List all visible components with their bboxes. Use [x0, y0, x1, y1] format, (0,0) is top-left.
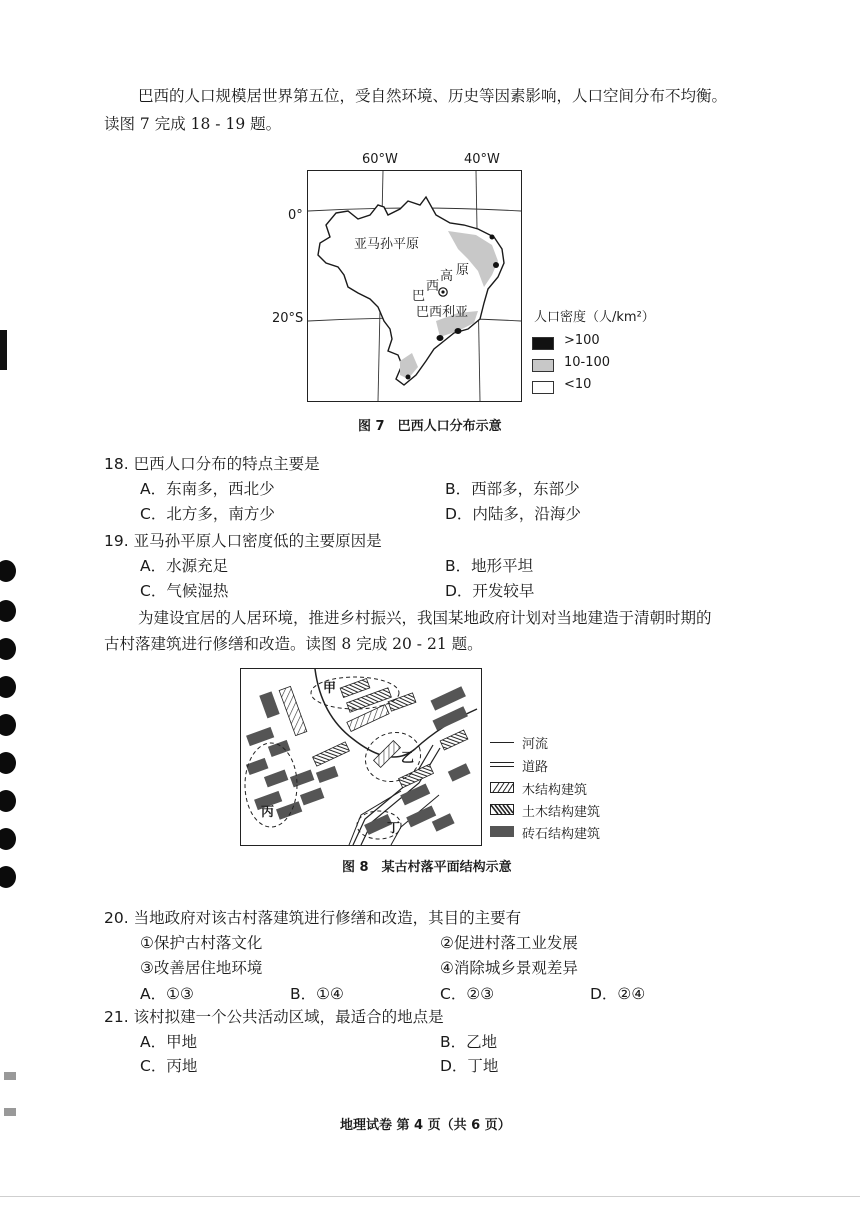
- legend-swatch-high: [532, 337, 554, 350]
- label-yuan: 原: [456, 263, 470, 278]
- legend-wood-swatch: [490, 782, 514, 793]
- legend-river-label: 河流: [522, 737, 549, 752]
- q20-statement-2: ②促进村落工业发展: [440, 934, 578, 952]
- intro-line-1: 巴西的人口规模居世界第五位，受自然环境、历史等因素影响，人口空间分布不均衡。: [138, 87, 728, 105]
- legend-label-high: >100: [564, 333, 600, 348]
- label-bing: 丙: [261, 805, 275, 820]
- legend-swatch-mid: [532, 359, 554, 372]
- lon-label-60w: 60°W: [362, 152, 398, 167]
- q19-option-c[interactable]: C．气候湿热: [140, 582, 229, 600]
- label-brasilia: 巴西利亚: [416, 305, 469, 320]
- q20-option-c[interactable]: C．②③: [440, 985, 495, 1003]
- q19-stem: 19. 亚马孙平原人口密度低的主要原因是: [104, 532, 382, 550]
- legend-road-symbol: [490, 762, 514, 767]
- village-map-frame: [240, 668, 482, 846]
- label-ba: 巴: [412, 289, 426, 304]
- figure-8-caption: 图 8 某古村落平面结构示意: [342, 860, 512, 875]
- q20-statement-1: ①保护古村落文化: [140, 934, 263, 952]
- legend-brick-label: 砖石结构建筑: [522, 827, 601, 842]
- q20-option-b[interactable]: B．①④: [290, 985, 344, 1003]
- q19-option-d[interactable]: D．开发较早: [445, 582, 535, 600]
- label-ding: 丁: [387, 821, 401, 836]
- q19-option-a[interactable]: A．水源充足: [140, 557, 229, 575]
- legend-brick-swatch: [490, 826, 514, 837]
- label-xi: 西: [426, 279, 440, 294]
- intro2-line-2: 古村落建筑进行修缮和改造。读图 8 完成 20 - 21 题。: [104, 635, 483, 653]
- q20-option-d[interactable]: D．②④: [590, 985, 646, 1003]
- legend-river-symbol: [490, 742, 514, 743]
- legend-title: 人口密度（人/km²）: [534, 310, 655, 325]
- q20-statement-4: ④消除城乡景观差异: [440, 959, 578, 977]
- q18-option-a[interactable]: A．东南多，西北少: [140, 480, 275, 498]
- legend-earthwood-label: 土木结构建筑: [522, 805, 601, 820]
- q21-option-d[interactable]: D．丁地: [440, 1057, 499, 1075]
- margin-mark-2: [4, 1108, 16, 1116]
- q18-stem: 18. 巴西人口分布的特点主要是: [104, 455, 320, 473]
- q18-option-b[interactable]: B．西部多，东部少: [445, 480, 580, 498]
- q19-option-b[interactable]: B．地形平坦: [445, 557, 534, 575]
- binding-bar: [0, 330, 7, 370]
- q21-option-a[interactable]: A．甲地: [140, 1033, 198, 1051]
- label-jia: 甲: [323, 681, 337, 696]
- label-amazon-plain: 亚马孙平原: [354, 237, 420, 252]
- q18-option-c[interactable]: C．北方多，南方少: [140, 505, 275, 523]
- figure-7-caption: 图 7 巴西人口分布示意: [358, 419, 502, 434]
- q18-option-d[interactable]: D．内陆多，沿海少: [445, 505, 581, 523]
- q21-option-c[interactable]: C．丙地: [140, 1057, 198, 1075]
- page-bottom-border: [0, 1196, 860, 1197]
- legend-swatch-low: [532, 381, 554, 394]
- lon-label-40w: 40°W: [464, 152, 500, 167]
- legend-road-label: 道路: [522, 760, 549, 775]
- legend-label-mid: 10-100: [564, 355, 611, 370]
- q20-statement-3: ③改善居住地环境: [140, 959, 263, 977]
- q21-option-b[interactable]: B．乙地: [440, 1033, 498, 1051]
- q21-stem: 21. 该村拟建一个公共活动区域，最适合的地点是: [104, 1008, 444, 1026]
- brazil-map-frame: [307, 170, 522, 402]
- lat-label-20s: 20°S: [272, 311, 304, 326]
- q20-option-a[interactable]: A．①③: [140, 985, 194, 1003]
- label-yi: 乙: [401, 751, 415, 766]
- page-footer: 地理试卷 第 4 页（共 6 页）: [340, 1118, 511, 1133]
- lat-label-0: 0°: [288, 208, 303, 223]
- label-gao: 高: [440, 269, 454, 284]
- intro-line-2: 读图 7 完成 18 - 19 题。: [104, 115, 282, 133]
- village-map-svg: [241, 669, 481, 845]
- legend-wood-label: 木结构建筑: [522, 783, 588, 798]
- legend-earthwood-swatch: [490, 804, 514, 815]
- intro2-line-1: 为建设宜居的人居环境，推进乡村振兴，我国某地政府计划对当地建造于清朝时期的: [138, 609, 712, 627]
- legend-label-low: <10: [564, 377, 592, 392]
- margin-mark-1: [4, 1072, 16, 1080]
- q20-stem: 20. 当地政府对该古村落建筑进行修缮和改造，其目的主要有: [104, 909, 522, 927]
